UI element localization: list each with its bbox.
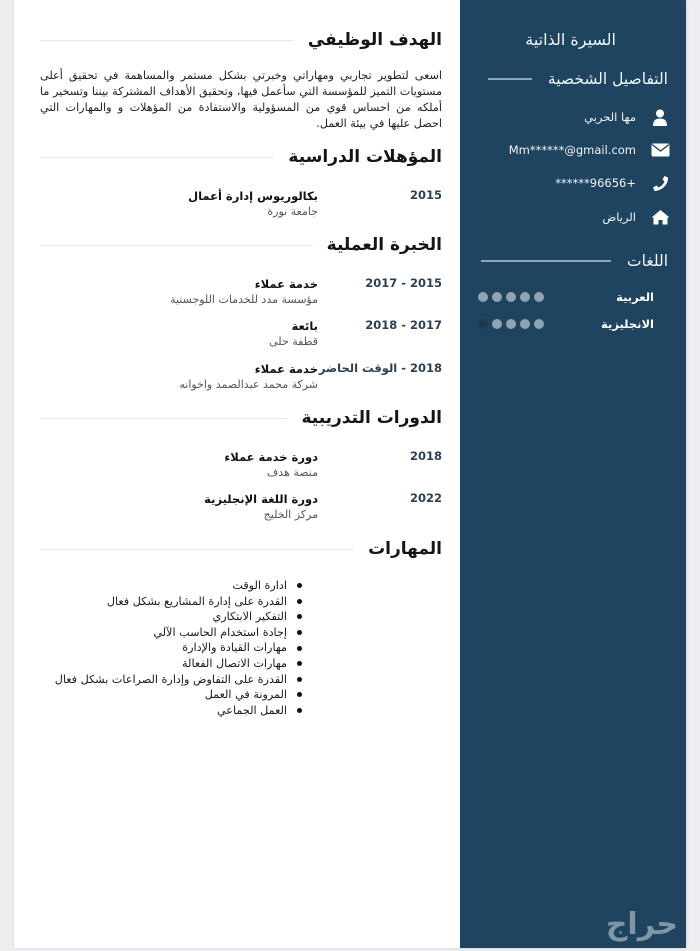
level-dot [520, 292, 530, 302]
user-icon [650, 108, 670, 126]
skill-item [55, 703, 302, 719]
level-dot [506, 319, 516, 329]
detail-email-value: Mm******@gmail.com [508, 143, 636, 157]
language-arabic [478, 290, 654, 304]
experience-entry [40, 318, 442, 350]
entry-subtitle: مؤسسة مدد للخدمات اللوجستية [170, 293, 318, 306]
skill-item [55, 594, 302, 610]
languages-heading [481, 252, 668, 270]
entry-title: دورة اللغة الإنجليزية [204, 492, 318, 506]
resume-title: السيرة الذاتية [525, 30, 616, 49]
skills-list [55, 578, 302, 718]
skill-item [55, 578, 302, 594]
skill-label: العمل الجماعي [216, 703, 287, 717]
divider [40, 245, 313, 246]
personal-details-title: التفاصيل الشخصية [547, 70, 668, 88]
section-title: الدورات التدريبية [301, 408, 442, 428]
sidebar [460, 0, 686, 948]
level-dot [492, 292, 502, 302]
level-dot [534, 292, 544, 302]
level-dot [520, 319, 530, 329]
skill-label: القدرة على التفاوض وإدارة الصراعات بشكل فعال [54, 672, 287, 686]
languages-title: اللغات [627, 252, 668, 270]
envelope-icon [650, 141, 670, 159]
language-english [478, 317, 654, 331]
entry-subtitle: قطفة حلى [269, 335, 318, 348]
bullet-icon [297, 646, 302, 651]
entry-title: بكالوريوس إدارة أعمال [188, 189, 318, 203]
detail-city [602, 208, 670, 226]
bullet-icon [297, 692, 302, 697]
entry-subtitle: جامعة نورة [267, 205, 318, 218]
skill-label: إجادة استخدام الحاسب الآلي [153, 625, 287, 639]
divider [40, 157, 274, 158]
skill-label: مهارات القيادة والإدارة [182, 641, 287, 655]
bullet-icon [297, 583, 302, 588]
divider [40, 549, 354, 550]
divider [488, 78, 532, 80]
skill-item [55, 656, 302, 672]
section-education-header [40, 147, 442, 167]
level-dot [478, 292, 488, 302]
bullet-icon [297, 630, 302, 635]
detail-name-value: مها الحربي [584, 110, 636, 124]
language-name: العربية [616, 290, 654, 304]
level-dot [506, 292, 516, 302]
skill-item [55, 672, 302, 688]
bullet-icon [297, 677, 302, 682]
course-entry [40, 449, 442, 481]
skill-label: القدرة على إدارة المشاريع بشكل فعال [106, 594, 287, 608]
detail-phone-value: +96656****** [555, 176, 636, 190]
level-dot [534, 319, 544, 329]
bullet-icon [297, 599, 302, 604]
section-title: المؤهلات الدراسية [288, 147, 442, 167]
bullet-icon [297, 708, 302, 713]
level-dot [492, 319, 502, 329]
entry-year: 2018 - الوقت الحاضر [318, 361, 442, 375]
skill-label: التفكير الابتكاري [212, 610, 287, 624]
section-courses-header [40, 408, 442, 428]
entry-year: 2015 - 2017 [365, 276, 442, 290]
entry-subtitle: مركز الخليج [263, 508, 318, 521]
divider [481, 260, 611, 262]
language-level-dots [478, 292, 544, 302]
skill-item [55, 640, 302, 656]
entry-title: خدمة عملاء [254, 277, 318, 291]
skill-item [55, 687, 302, 703]
divider [40, 418, 287, 419]
entry-title: خدمة عملاء [254, 362, 318, 376]
bullet-icon [297, 614, 302, 619]
home-icon [650, 208, 670, 226]
section-title: الهدف الوظيفي [307, 30, 442, 50]
skill-item [55, 609, 302, 625]
entry-year: 2018 [409, 449, 442, 463]
entry-title: بائعة [291, 319, 318, 333]
section-objective-header [40, 30, 442, 50]
objective-text: اسعى لتطوير تجاربي ومهاراتي وخبرتي بشكل مستمر والمساهمة في تحقيق أعلى مستويات التميز للمؤسسة التي سأعمل فيها، وتحقيق الأهداف المشتركة بيننا وتسخير ما أملكه من احساس قوي من المسؤولية والاستفادة من المؤهلات و والمهارات التي احصل عليها في بيئة العمل. [40, 69, 442, 130]
main-content [14, 0, 460, 948]
skill-label: المرونة في العمل [204, 688, 287, 702]
entry-year: 2015 [409, 188, 442, 202]
detail-city-value: الرياض [602, 210, 636, 224]
personal-details-heading [488, 70, 668, 88]
entry-subtitle: شركة محمد عبدالصمد واخوانه [179, 378, 318, 391]
divider [40, 40, 294, 41]
bullet-icon [297, 661, 302, 666]
skill-label: ادارة الوقت [232, 579, 287, 592]
detail-phone [555, 174, 670, 192]
section-skills-header [40, 539, 442, 559]
language-name: الانجليزية [601, 317, 654, 331]
section-title: المهارات [368, 539, 442, 559]
education-entry [40, 188, 442, 220]
skill-label: مهارات الاتصال الفعالة [182, 656, 287, 670]
course-entry [40, 491, 442, 523]
watermark-logo: حراج [605, 907, 678, 942]
experience-entry [40, 276, 442, 308]
skill-item [55, 625, 302, 641]
entry-year: 2022 [409, 491, 442, 505]
entry-year: 2017 - 2018 [365, 318, 442, 332]
phone-icon [650, 174, 670, 192]
detail-name [584, 108, 670, 126]
section-experience-header [40, 235, 442, 255]
language-level-dots [478, 319, 544, 329]
level-dot-empty [478, 319, 488, 329]
entry-title: دورة خدمة عملاء [224, 450, 318, 464]
section-title: الخبرة العملية [326, 235, 442, 255]
experience-entry [40, 361, 442, 393]
entry-subtitle: منصة هدف [266, 466, 318, 479]
detail-email [509, 141, 670, 159]
